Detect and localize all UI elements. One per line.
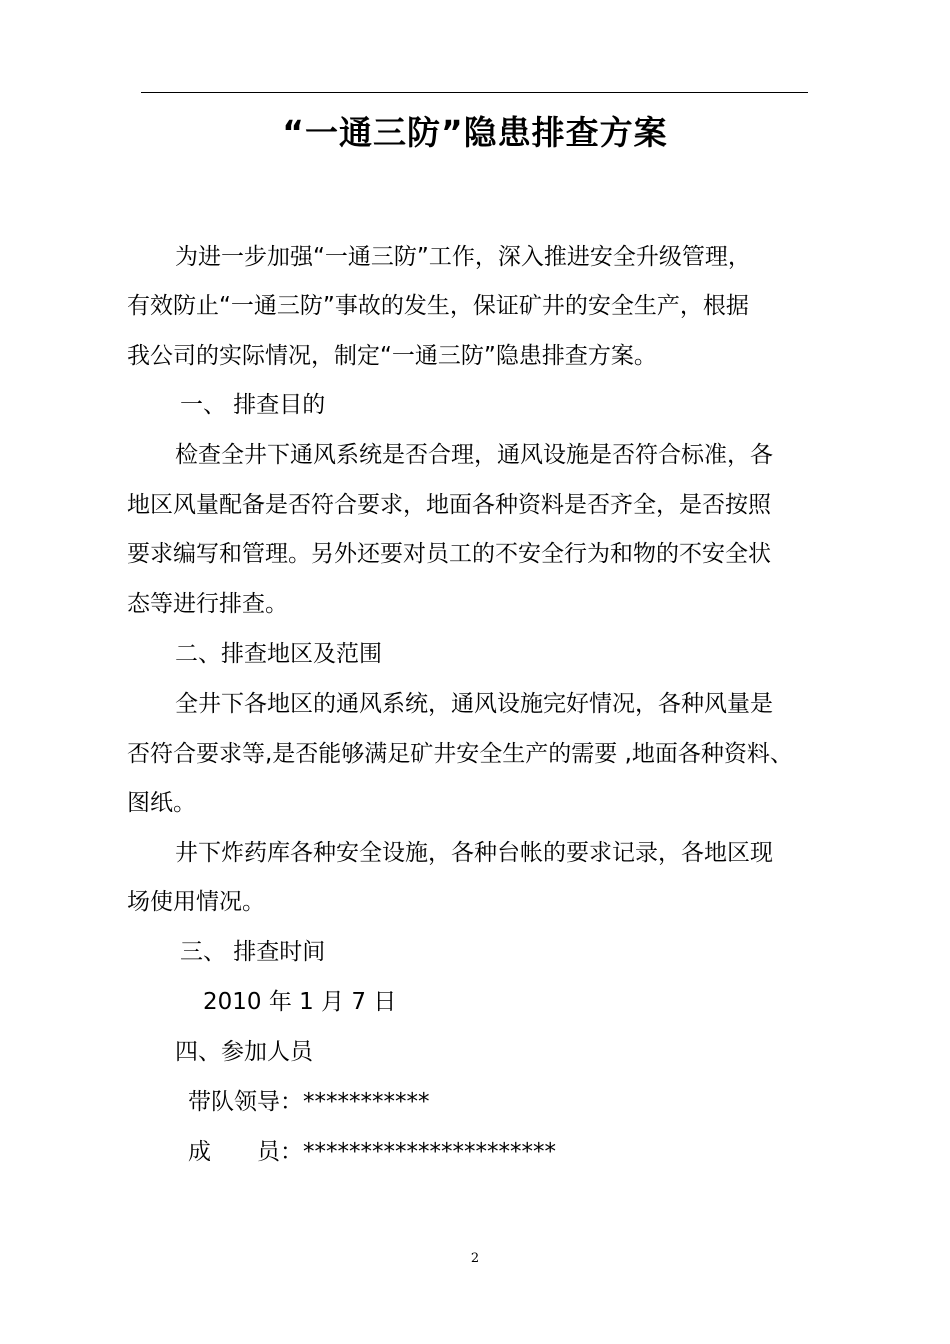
document-title: “一通三防”隐患排查方案 <box>282 113 668 152</box>
intro-line-2: 有效防止“一通三防”事故的发生，保证矿井的安全生产，根据 <box>127 293 749 319</box>
section-heading-time: 三、 排查时间 <box>180 939 326 965</box>
scope-line-5: 场使用情况。 <box>127 889 265 915</box>
team-members-line: 成 员：********************** <box>188 1139 556 1165</box>
section-heading-scope: 二、排查地区及范围 <box>175 641 382 667</box>
intro-line-1: 为进一步加强“一通三防”工作，深入推进安全升级管理， <box>175 244 751 270</box>
purpose-line-3: 要求编写和管理。另外还要对员工的不安全行为和物的不安全状 <box>127 541 771 567</box>
team-leader-line: 带队领导：*********** <box>188 1089 430 1115</box>
section-heading-purpose: 一、 排查目的 <box>180 392 326 418</box>
inspection-date: 2010 年 1 月 7 日 <box>203 989 397 1015</box>
scope-line-2: 否符合要求等,是否能够满足矿井安全生产的需要 ,地面各种资料、 <box>127 741 793 767</box>
scope-line-4: 井下炸药库各种安全设施，各种台帐的要求记录，各地区现 <box>175 840 773 866</box>
header-rule <box>141 92 808 93</box>
scope-line-1: 全井下各地区的通风系统，通风设施完好情况，各种风量是 <box>175 691 773 717</box>
purpose-line-2: 地区风量配备是否符合要求，地面各种资料是否齐全，是否按照 <box>127 492 771 518</box>
intro-line-3: 我公司的实际情况，制定“一通三防”隐患排查方案。 <box>127 343 657 369</box>
section-heading-participants: 四、参加人员 <box>175 1039 313 1065</box>
page-number: 2 <box>470 1251 480 1266</box>
purpose-line-4: 态等进行排查。 <box>127 591 288 617</box>
scope-line-3: 图纸。 <box>127 790 196 816</box>
purpose-line-1: 检查全井下通风系统是否合理，通风设施是否符合标准，各 <box>175 442 773 468</box>
